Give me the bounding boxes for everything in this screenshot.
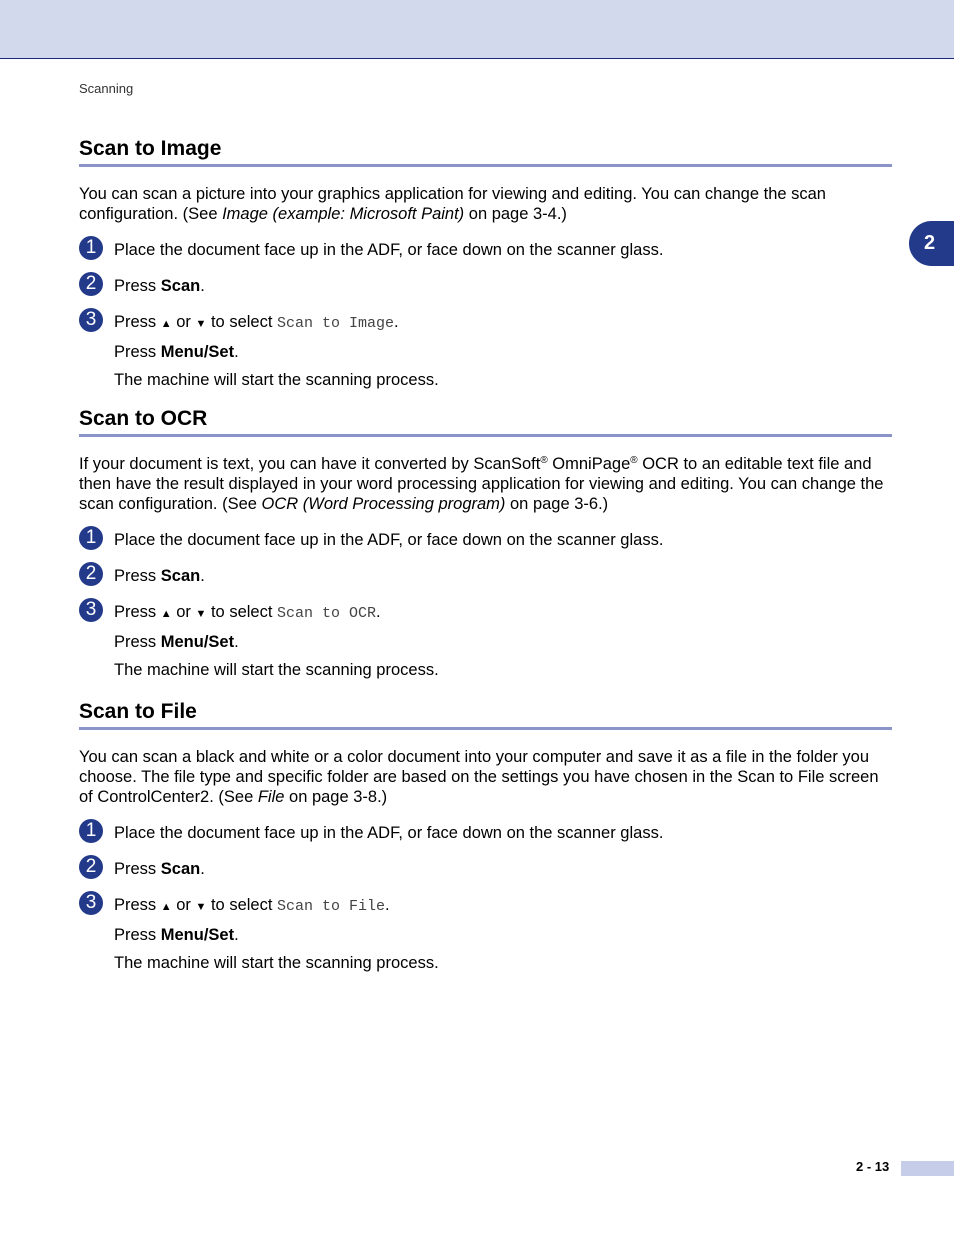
lcd-option: Scan to OCR <box>277 605 377 622</box>
footer-bar <box>901 1161 954 1176</box>
section-intro: If your document is text, you can have it converted by ScanSoft® OmniPage® OCR to an editable text file and then have the result displayed in your word processing application for viewing and editing. You can change the scan configuration. (See OCR (Word Processing program) on page 3-6.) <box>79 455 884 513</box>
section-scan-to-file <box>79 699 892 973</box>
step-3: 3 Press ▲ or ▼ to select Scan to OCR. <box>79 602 892 624</box>
scan-key: Scan <box>160 567 201 585</box>
up-arrow-icon: ▲ <box>160 608 172 620</box>
press-menu-set: Press Menu/Set. <box>114 633 239 651</box>
menu-set-key: Menu/Set <box>160 343 235 361</box>
down-arrow-icon: ▼ <box>195 318 207 330</box>
step-3: 3 Press ▲ or ▼ to select Scan to File. <box>79 895 892 917</box>
menu-set-key: Menu/Set <box>160 926 235 944</box>
step-2: 2 Press Scan. <box>79 566 892 586</box>
lcd-option: Scan to File <box>277 898 386 915</box>
up-arrow-icon: ▲ <box>160 318 172 330</box>
step-3: 3 Press ▲ or ▼ to select Scan to Image. <box>79 312 892 334</box>
up-arrow-icon: ▲ <box>160 901 172 913</box>
step-number-icon: 3 <box>79 598 103 622</box>
step-number-icon: 1 <box>79 526 103 550</box>
page-number: 2 - 13 <box>856 1159 890 1174</box>
step-2: 2 Press Scan. <box>79 276 892 296</box>
menu-set-key: Menu/Set <box>160 633 235 651</box>
section-scan-to-image <box>79 136 892 390</box>
finish-text: The machine will start the scanning process. <box>114 371 439 389</box>
page-header-band <box>0 0 954 59</box>
scan-key: Scan <box>160 860 201 878</box>
step-2: 2 Press Scan. <box>79 859 892 879</box>
step-1: 1 Place the document face up in the ADF, or face down on the scanner glass. <box>79 823 892 843</box>
step-number-icon: 2 <box>79 562 103 586</box>
section-scan-to-ocr <box>79 406 892 680</box>
step-1: 1 Place the document face up in the ADF, or face down on the scanner glass. <box>79 530 892 550</box>
cross-reference-link[interactable]: File <box>257 788 285 806</box>
finish-text: The machine will start the scanning process. <box>114 661 439 679</box>
finish-text: The machine will start the scanning process. <box>114 954 439 972</box>
down-arrow-icon: ▼ <box>195 608 207 620</box>
section-title: Scan to OCR <box>79 406 892 437</box>
section-title: Scan to Image <box>79 136 892 167</box>
press-menu-set: Press Menu/Set. <box>114 926 239 944</box>
down-arrow-icon: ▼ <box>195 901 207 913</box>
scan-key: Scan <box>160 277 201 295</box>
step-number-icon: 2 <box>79 272 103 296</box>
step-number-icon: 3 <box>79 891 103 915</box>
step-1: 1 Place the document face up in the ADF, or face down on the scanner glass. <box>79 240 892 260</box>
breadcrumb: Scanning <box>79 81 134 96</box>
step-number-icon: 1 <box>79 236 103 260</box>
section-intro: You can scan a black and white or a color document into your computer and save it as a file in the folder you choose. The file type and specific folder are based on the settings you have chosen in the Scan to File screen of ControlCenter2. (See File on page 3-8.) <box>79 748 879 806</box>
chapter-tab[interactable]: 2 <box>909 221 954 266</box>
cross-reference-link[interactable]: Image (example: Microsoft Paint) <box>222 205 465 223</box>
step-number-icon: 1 <box>79 819 103 843</box>
lcd-option: Scan to Image <box>277 315 395 332</box>
press-menu-set: Press Menu/Set. <box>114 343 239 361</box>
step-number-icon: 2 <box>79 855 103 879</box>
step-number-icon: 3 <box>79 308 103 332</box>
section-title: Scan to File <box>79 699 892 730</box>
cross-reference-link[interactable]: OCR (Word Processing program) <box>261 495 506 513</box>
section-intro: You can scan a picture into your graphics application for viewing and editing. You can change the scan configuration. (See Image (example: Microsoft Paint) on page 3-4.) <box>79 185 826 223</box>
